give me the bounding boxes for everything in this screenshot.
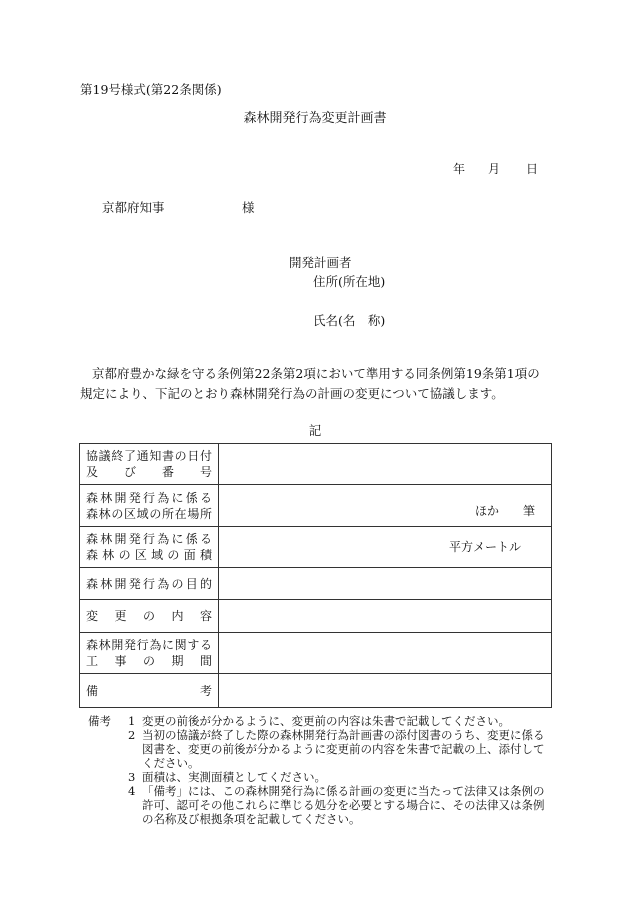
- value-cell-work-period[interactable]: [219, 633, 552, 674]
- body-paragraph: 京都府豊かな緑を守る条例第22条第2項において準用する同条例第19条第1項の規定により、下記のとおり森林開発行為の計画の変更について協議します。: [80, 366, 540, 401]
- ki-heading: 記: [308, 423, 322, 438]
- applicant-label: 開発計画者: [289, 255, 352, 270]
- applicant-address-label: 住所(所在地): [313, 274, 386, 289]
- table-row: [80, 633, 552, 674]
- row-label-area: 森林開発行為に係る 森林の区域の面積: [80, 527, 219, 568]
- notes-section: [88, 714, 550, 826]
- note-item: 1 変更の前後が分かるように、変更前の内容は朱書で記載してください。: [128, 714, 510, 728]
- value-cell-notice-date[interactable]: [219, 444, 552, 485]
- date-month-label: 月: [488, 162, 501, 176]
- row-label-change-content: 変 更 の 内 容: [80, 600, 219, 633]
- value-cell-remarks[interactable]: [219, 674, 552, 708]
- value-cell-area[interactable]: [219, 527, 552, 568]
- area-unit-label: 平方メートル: [449, 540, 522, 554]
- value-cell-purpose[interactable]: [219, 568, 552, 600]
- document-title: 森林開発行為変更計画書: [243, 111, 387, 126]
- row-label-work-period: 森林開発行為に関する 工 事 の 期 間: [80, 633, 219, 674]
- table-row: [80, 527, 552, 568]
- form-number: 第19号様式(第22条関係): [80, 82, 222, 97]
- row-label-remarks: 備 考: [80, 674, 219, 708]
- note-item: 2 当初の協議が終了した際の森林開発行為計画書の添付図書のうち、変更に係る図書を、変更の前後が分かるように変更前の内容を朱書で記載の上、添付してください。: [128, 728, 545, 770]
- date-year-label: 年: [453, 162, 466, 176]
- value-cell-location[interactable]: [219, 485, 552, 527]
- table-row: [80, 444, 552, 485]
- notes-heading: 備考: [88, 714, 111, 728]
- date-day-label: 日: [526, 162, 539, 176]
- table-row: [80, 485, 552, 527]
- note-item: 4 「備考」には、この森林開発行為に係る計画の変更に当たって法律又は条例の許可、認可その他これらに準じる処分を必要とする場合に、その法律又は条例の名称及び根拠条項を記載してください。: [128, 784, 545, 826]
- row-label-location: 森林開発行為に係る 森林の区域の所在場所: [80, 485, 219, 527]
- lots-suffix-label: ほか 筆: [474, 504, 535, 518]
- table-row: [80, 674, 552, 708]
- note-item: 3 面積は、実測面積としてください。: [128, 770, 326, 784]
- applicant-name-label: 氏名(名 称): [313, 313, 386, 328]
- table-row: [80, 568, 552, 600]
- details-table: [79, 443, 552, 708]
- value-cell-change-content[interactable]: [219, 600, 552, 633]
- table-row: [80, 600, 552, 633]
- row-label-notice-date: 協議終了通知書の日付 及 び 番 号: [80, 444, 219, 485]
- addressee-honorific: 様: [242, 200, 255, 215]
- addressee-name: 京都府知事: [102, 200, 165, 215]
- row-label-purpose: 森林開発行為の目的: [80, 568, 219, 600]
